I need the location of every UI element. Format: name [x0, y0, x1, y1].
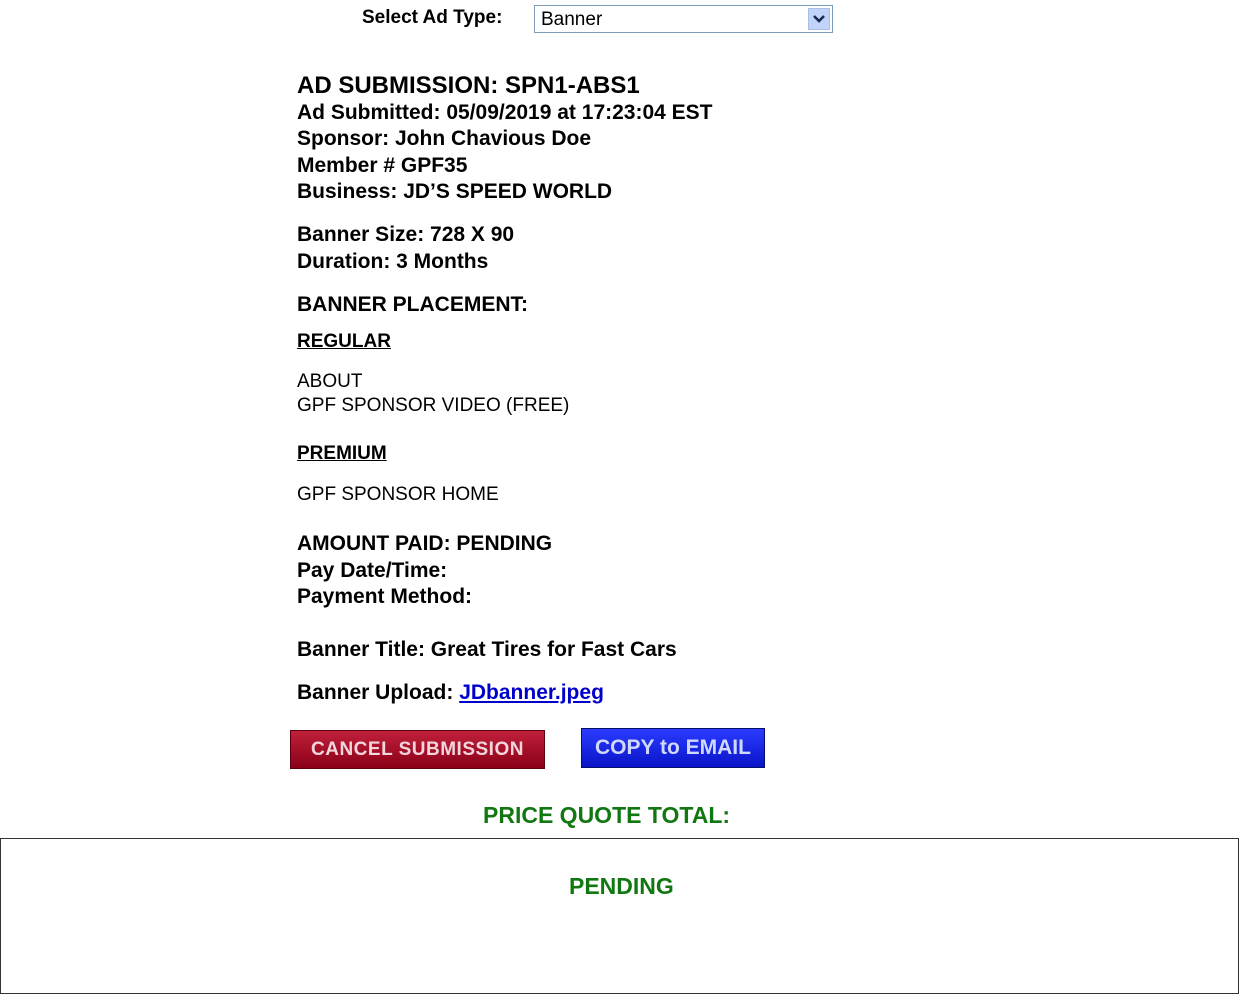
- regular-item: ABOUT: [297, 371, 363, 392]
- chevron-down-icon[interactable]: [808, 8, 830, 30]
- banner-upload-row: [297, 681, 604, 705]
- regular-item: GPF SPONSOR VIDEO (FREE): [297, 395, 570, 416]
- submitted-date: Ad Submitted: 05/09/2019 at 17:23:04 EST: [297, 101, 713, 124]
- regular-heading: REGULAR: [297, 331, 391, 352]
- payment-method: Payment Method:: [297, 585, 473, 608]
- placement-heading: BANNER PLACEMENT:: [297, 293, 528, 316]
- submission-title: AD SUBMISSION: SPN1-ABS1: [297, 72, 640, 99]
- ad-type-selected-value: Banner: [541, 9, 603, 30]
- ad-type-label: Select Ad Type:: [362, 7, 503, 28]
- banner-upload-label: Banner Upload:: [297, 681, 454, 704]
- member-number: Member # GPF35: [297, 154, 468, 177]
- copy-to-email-button[interactable]: COPY to EMAIL: [581, 728, 765, 768]
- business-name: Business: JD’S SPEED WORLD: [297, 180, 613, 203]
- price-quote-value: PENDING: [569, 873, 674, 899]
- premium-heading: PREMIUM: [297, 443, 387, 464]
- cancel-submission-button[interactable]: CANCEL SUBMISSION: [290, 730, 545, 769]
- sponsor-name: Sponsor: John Chavious Doe: [297, 127, 592, 150]
- premium-item: GPF SPONSOR HOME: [297, 484, 499, 505]
- price-quote-label: PRICE QUOTE TOTAL:: [483, 802, 731, 828]
- banner-title: Banner Title: Great Tires for Fast Cars: [297, 638, 677, 661]
- ad-type-select[interactable]: [534, 5, 833, 33]
- price-quote-box: [0, 838, 1239, 994]
- banner-upload-link[interactable]: JDbanner.jpeg: [459, 681, 604, 704]
- amount-paid: AMOUNT PAID: PENDING: [297, 532, 553, 555]
- banner-duration: Duration: 3 Months: [297, 250, 489, 273]
- pay-date-time: Pay Date/Time:: [297, 559, 448, 582]
- banner-size: Banner Size: 728 X 90: [297, 223, 515, 246]
